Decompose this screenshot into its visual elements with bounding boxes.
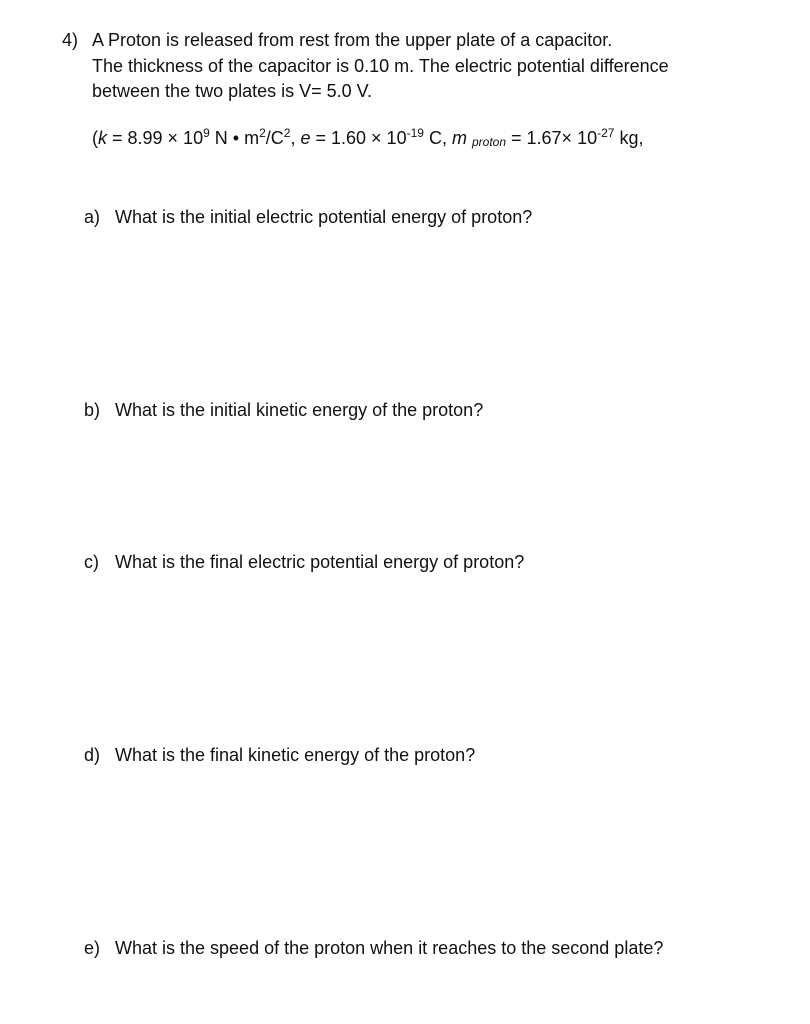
subquestion-letter: a) <box>84 207 101 227</box>
m-value: = 1.67× 10 <box>511 128 598 148</box>
k-unit-mid: /C <box>265 128 284 148</box>
subquestion-text: What is the initial electric potential energy of proton? <box>115 207 533 227</box>
problem-line-3: between the two plates is V= 5.0 V. <box>92 81 373 101</box>
k-unit-exponent-2: 2 <box>283 126 291 140</box>
subquestion-text: What is the final electric potential energy of proton? <box>115 552 525 572</box>
k-symbol: k <box>98 128 107 148</box>
subquestion-letter: b) <box>84 400 101 420</box>
k-unit: N • m <box>209 128 260 148</box>
k-unit-exponent-1: 2 <box>259 126 266 140</box>
k-value: = 8.99 × 10 <box>107 128 204 148</box>
m-exponent: -27 <box>597 126 615 140</box>
subquestion-letter: c) <box>84 552 99 572</box>
e-symbol: e <box>300 128 311 148</box>
problem-line-2: The thickness of the capacitor is 0.10 m. The electric potential difference <box>92 56 669 76</box>
problem-number: 4) <box>62 30 79 50</box>
e-exponent: -19 <box>406 126 424 140</box>
subquestion-text: What is the speed of the proton when it reaches to the second plate? <box>115 938 664 958</box>
subquestion-text: What is the initial kinetic energy of the proton? <box>115 400 484 420</box>
constants-open: ( <box>92 128 98 148</box>
m-unit: kg, <box>614 128 644 148</box>
separator-1: , <box>290 128 301 148</box>
problem-line-1: A Proton is released from rest from the upper plate of a capacitor. <box>92 30 613 50</box>
constants-line <box>92 127 643 149</box>
e-unit: C, <box>423 128 452 148</box>
subquestion-letter: d) <box>84 745 101 765</box>
m-subscript: proton <box>471 135 506 149</box>
k-exponent: 9 <box>203 126 210 140</box>
subquestion-text: What is the final kinetic energy of the proton? <box>115 745 476 765</box>
e-value: = 1.60 × 10 <box>310 128 407 148</box>
m-symbol: m <box>451 128 467 148</box>
subquestion-letter: e) <box>84 938 101 958</box>
